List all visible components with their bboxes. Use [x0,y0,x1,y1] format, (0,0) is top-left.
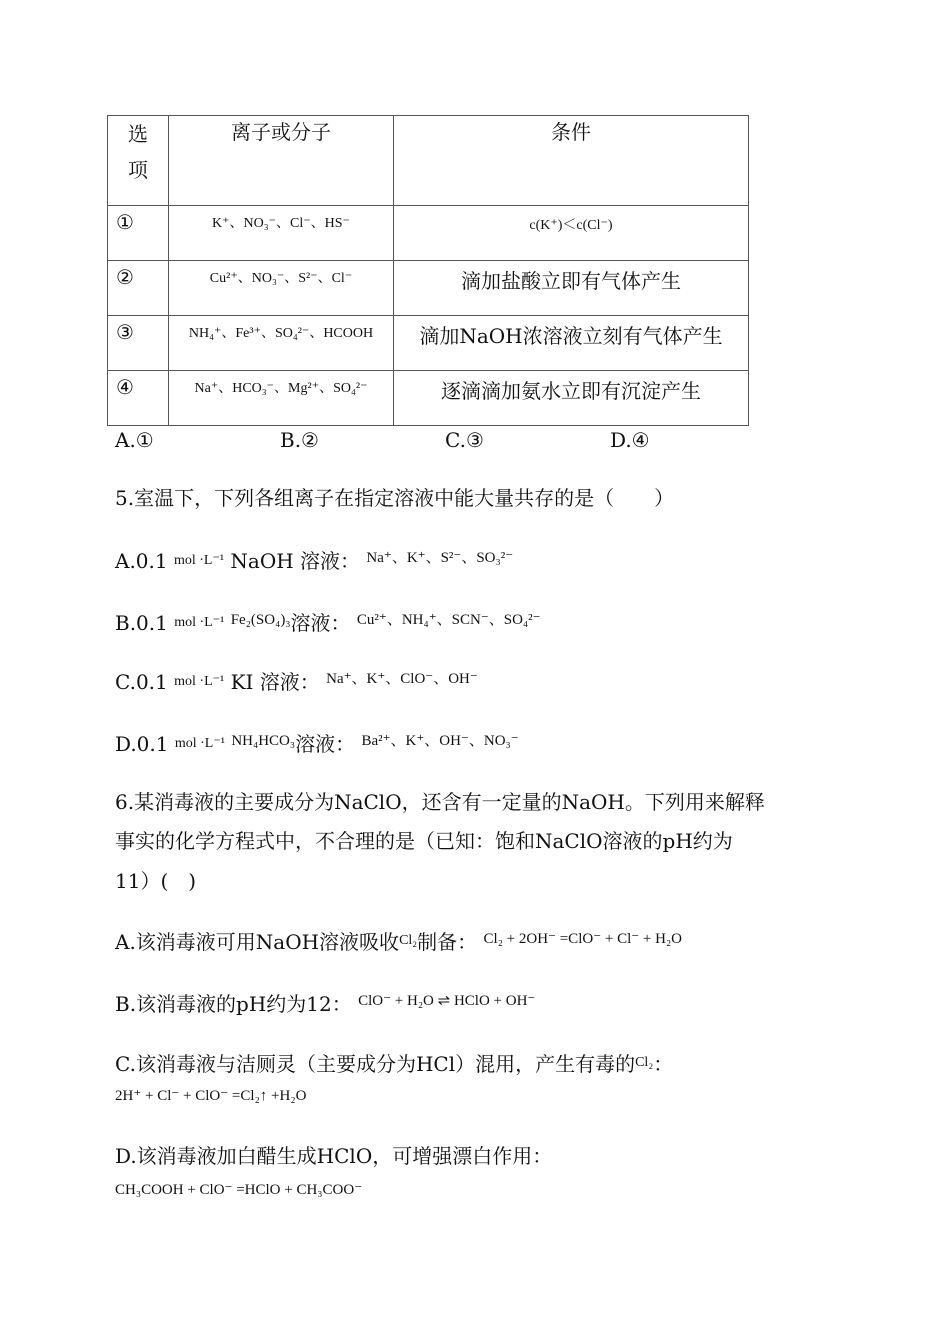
q6a-text2: 制备： [417,930,478,954]
header-condition: 条件 [394,116,749,206]
table-row [108,261,749,316]
q5d-solute-formula: NH₄HCO₃ [231,733,296,749]
q6c-equation: 2H⁺ + Cl⁻ + ClO⁻ =Cl₂↑ +H₂O [115,1088,307,1104]
q5d-prefix: D.0.1 [115,732,169,756]
choice-b[interactable]: B.② [280,428,319,452]
q6c-text2: ： [653,1052,674,1076]
q5c-prefix: C.0.1 [115,670,168,694]
q5a-unit: mol ·L⁻¹ [173,553,225,568]
q5b-unit: mol ·L⁻¹ [174,615,225,630]
table-header-row [108,116,749,206]
header-option [108,116,169,206]
table-row [108,316,749,371]
q5-option-c[interactable] [115,666,478,695]
q6-stem-line1: 6.某消毒液的主要成分为NaClO，还含有一定量的NaOH。下列用来解释 [115,790,765,814]
table-row [108,206,749,261]
q5-option-d[interactable] [115,728,519,757]
q5a-solute: NaOH 溶液： [230,549,361,573]
q6d-equation: CH₃COOH + ClO⁻ =HClO + CH₃COO⁻ [115,1182,363,1198]
q5-option-a[interactable] [115,545,513,574]
choice-c[interactable]: C.③ [445,428,484,452]
q5a-ions: Na⁺、K⁺、S²⁻、SO₃²⁻ [366,550,514,566]
q6-option-c[interactable] [115,1048,673,1077]
row-condition: 逐滴滴加氨水立即有沉淀产生 [441,379,701,403]
q6-stem-line3: 11）( ) [115,869,197,893]
header-option-line2: 项 [128,158,148,182]
q5d-unit: mol ·L⁻¹ [174,736,225,751]
q6-stem-line2: 事实的化学方程式中，不合理的是（已知：饱和NaClO溶液的pH约为 [115,829,733,853]
q5a-prefix: A.0.1 [115,549,168,573]
ion-condition-table [107,115,749,426]
q6a-gas: Cl₂ [399,933,418,948]
q6b-text: B.该消毒液的pH约为12： [115,992,352,1016]
q5c-unit: mol ·L⁻¹ [174,674,225,689]
row-number: ③ [116,320,134,344]
q6-option-d[interactable]: D.该消毒液加白醋生成HClO，可增强漂白作用： [115,1144,553,1168]
q6b-equation: ClO⁻ + H₂O ⇌ HClO + OH⁻ [358,993,536,1009]
row-number: ① [116,210,134,234]
row-condition: 滴加NaOH浓溶液立刻有气体产生 [419,324,723,348]
q5b-solute-formula: Fe₂(SO₄)₃ [230,612,291,628]
q6-option-b[interactable] [115,988,535,1017]
q5b-ions: Cu²⁺、NH₄⁺、SCN⁻、SO₄²⁻ [356,612,541,628]
q6a-equation: Cl₂ + 2OH⁻ =ClO⁻ + Cl⁻ + H₂O [483,931,683,947]
q5-stem: 5.室温下，下列各组离子在指定溶液中能大量共存的是（ ） [115,486,675,510]
row-ions: NH₄⁺、Fe³⁺、SO₄²⁻、HCOOH [188,326,374,341]
row-number: ④ [116,375,134,399]
row-condition: 滴加盐酸立即有气体产生 [461,269,681,293]
header-option-line1: 选 [128,122,148,146]
q6c-gas: Cl₂ [635,1055,654,1070]
q6-option-a[interactable] [115,926,682,955]
header-ions: 离子或分子 [169,116,394,206]
q5d-solute: 溶液： [295,732,356,756]
q5d-ions: Ba²⁺、K⁺、OH⁻、NO₃⁻ [361,733,519,749]
q6c-text: C.该消毒液与洁厕灵（主要成分为HCl）混用，产生有毒的 [115,1052,636,1076]
choice-a[interactable]: A.① [115,428,154,452]
q6a-text: A.该消毒液可用NaOH溶液吸收 [115,930,400,954]
q5c-solute: KI 溶液： [230,670,320,694]
q5b-prefix: B.0.1 [115,611,168,635]
row-condition: c(K⁺)＜c(Cl⁻) [529,218,613,233]
q5c-ions: Na⁺、K⁺、ClO⁻、OH⁻ [326,671,478,687]
q5-option-b[interactable] [115,607,541,636]
row-number: ② [116,265,134,289]
row-ions: K⁺、NO₃⁻、Cl⁻、HS⁻ [212,216,350,231]
q5b-solute: 溶液： [290,611,351,635]
table-row [108,371,749,426]
row-ions: Cu²⁺、NO₃⁻、S²⁻、Cl⁻ [209,271,353,286]
row-ions: Na⁺、HCO₃⁻、Mg²⁺、SO₄²⁻ [194,381,368,396]
choice-d[interactable]: D.④ [610,428,650,452]
